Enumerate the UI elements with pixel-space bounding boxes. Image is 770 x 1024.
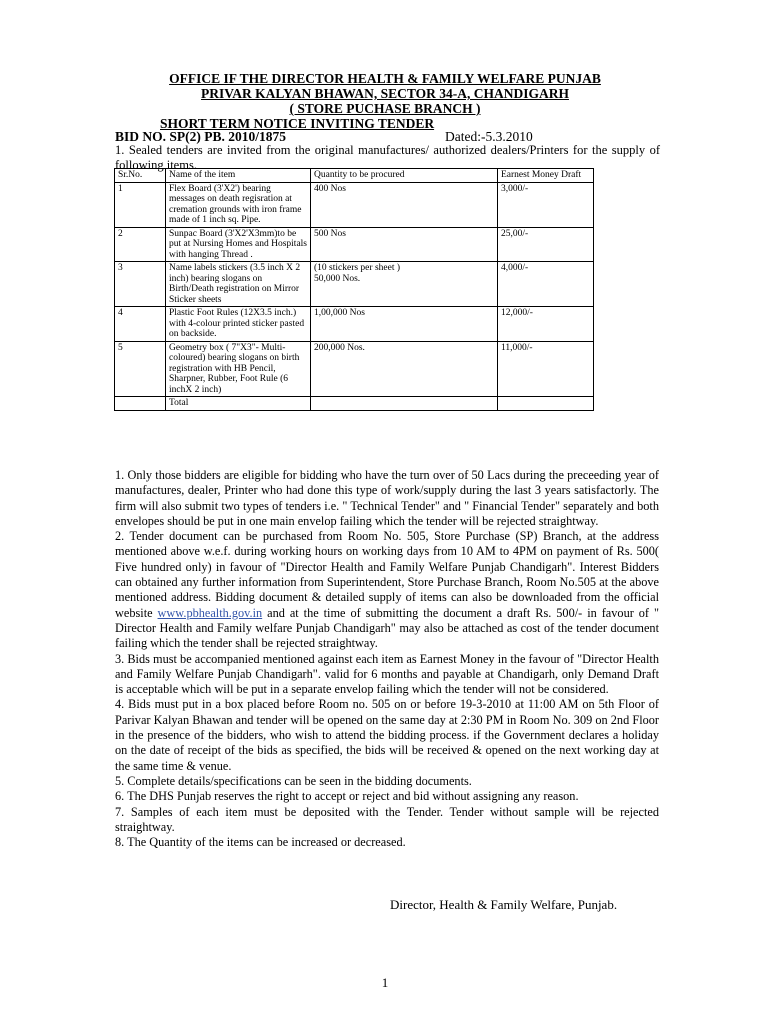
term-3: 3. Bids must be accompanied mentioned against each item as Earnest Money in the favour of "Director Health and Family Welfare Punjab Chandigarh". valid for 6 months and payable at Chandigarh, only Demand Draft is acceptable which will be put in a separate envelop failing which the tender will not be considered. (115, 651, 659, 697)
cell-quantity: 200,000 Nos. (311, 341, 498, 397)
term-5: 5. Complete details/specifications can be seen in the bidding documents. (115, 773, 472, 788)
cell-srno: 3 (115, 262, 166, 307)
cell-earnest-money: 25,00/- (498, 227, 594, 262)
header-item-name: Name of the item (166, 169, 311, 183)
terms-section (115, 468, 659, 850)
table-row (115, 307, 594, 342)
table-row (115, 341, 594, 397)
items-table (114, 168, 594, 411)
cell-quantity: 500 Nos (311, 227, 498, 262)
table-total-row (115, 397, 594, 411)
table-header-row (115, 169, 594, 183)
bid-date: Dated:-5.3.2010 (445, 129, 533, 144)
cell-earnest-money: 4,000/- (498, 262, 594, 307)
signature-line: Director, Health & Family Welfare, Punjab. (390, 897, 618, 912)
cell-quantity: 400 Nos (311, 182, 498, 227)
bid-number: BID NO. SP(2) PB. 2010/1875 (115, 129, 287, 144)
cell-srno: 5 (115, 341, 166, 397)
page-number: 1 (381, 975, 389, 990)
table-row (115, 182, 594, 227)
cell-srno: 4 (115, 307, 166, 342)
website-link[interactable]: www.pbhealth.gov.in (157, 605, 263, 620)
table-row (115, 227, 594, 262)
cell-quantity: 1,00,000 Nos (311, 307, 498, 342)
cell-earnest-money: 11,000/- (498, 341, 594, 397)
total-label: Total (166, 397, 311, 411)
cell-item-name: Sunpac Board (3'X2'X3mm)to be put at Nursing Homes and Hospitals with hanging Thread . (166, 227, 311, 262)
header-earnest-money: Earnest Money Draft (498, 169, 594, 183)
cell-earnest-money: 3,000/- (498, 182, 594, 227)
cell-earnest-money: 12,000/- (498, 307, 594, 342)
term-1: 1. Only those bidders are eligible for bidding who have the turn over of 50 Lacs during the preceeding year of manufactures, dealer, Printer who had done this type of work/supply during the last 3 years satisfactorly. The firm will also submit two types of tenders i.e. " Technical Tender" and " Financial Tender" separately and both envelopes should be put in one main envelop failing which the tender will be rejected straightway. (115, 468, 659, 528)
term-8: 8. The Quantity of the items can be increased or decreased. (115, 835, 406, 850)
cell-srno: 1 (115, 182, 166, 227)
term-7: 7. Samples of each item must be deposited with the Tender. Tender without sample will be rejected straightway. (115, 804, 659, 834)
cell-item-name: Plastic Foot Rules (12X3.5 inch.) with 4-colour printed sticker pasted on backside. (166, 307, 311, 342)
cell-item-name: Flex Board (3'X2') bearing messages on death regisration at cremation grounds with iron frame made of 1 inch sq. Pipe. (166, 182, 311, 227)
office-address: PRIVAR KALYAN BHAWAN, SECTOR 34-A, CHANDIGARH (201, 86, 569, 101)
office-title: OFFICE IF THE DIRECTOR HEALTH & FAMILY WELFARE PUNJAB (169, 71, 601, 86)
cell-empty (115, 397, 166, 411)
term-6: 6. The DHS Punjab reserves the right to accept or reject and bid without assigning any reason. (115, 789, 579, 804)
header-quantity: Quantity to be procured (311, 169, 498, 183)
cell-empty (498, 397, 594, 411)
term-2 (115, 529, 659, 651)
cell-item-name: Geometry box ( 7"X3"- Multi-coloured) bearing slogans on birth registration with HB Pencil, Sharpner, Rubber, Foot Rule (6 inchX 2 inch) (166, 341, 311, 397)
branch-name: ( STORE PUCHASE BRANCH ) (289, 101, 481, 116)
cell-srno: 2 (115, 227, 166, 262)
table-row (115, 262, 594, 307)
term-2-text-b: and at the time of submitting the document a draft Rs. 500/- in favour of " Director Health and Family welfare Punjab Chandigarh" may also be attached as cost of the tender document failing which the tender shall be rejected straightway. (115, 605, 659, 651)
bid-row (115, 129, 660, 144)
cell-quantity: (10 stickers per sheet ) 50,000 Nos. (311, 262, 498, 307)
header-srno: Sr.No. (115, 169, 166, 183)
term-2-text-a: 2. Tender document can be purchased from Room No. 505, Store Purchase (SP) Branch, at the address mentioned above w.e.f. during working hours on working days from 10 AM to 4PM on payment of Rs. 500( Five hundred only) in favour of "Director Health and Family Welfare Punjab Chandigarh". Interest Bidders can obtained any further information from Superintendent, Store Purchase Branch, Room No.505 at the above mentioned address. Bidding document & detailed supply of items can also be downloaded from the official website (115, 529, 659, 620)
intro-paragraph: 1. Sealed tenders are invited from the original manufactures/ authorized dealers/Printers for the supply of following items. (115, 143, 660, 172)
term-4: 4. Bids must put in a box placed before Room no. 505 on or before 19-3-2010 at 11:00 AM on 5th Floor of Parivar Kalyan Bhawan and tender will be opened on the same day at 2:30 PM in Room No. 309 on 2nd Floor in the presence of the bidders, who wish to attend the bidding process. if the Government declares a holiday on the date of receipt of the bids as specified, the bids will be received & opened on the next working day at the same time & venue. (115, 697, 659, 773)
cell-item-name: Name labels stickers (3.5 inch X 2 inch) bearing slogans on Birth/Death registration on Mirror Sticker sheets (166, 262, 311, 307)
cell-empty (311, 397, 498, 411)
notice-title: SHORT TERM NOTICE INVITING TENDER (160, 116, 435, 131)
